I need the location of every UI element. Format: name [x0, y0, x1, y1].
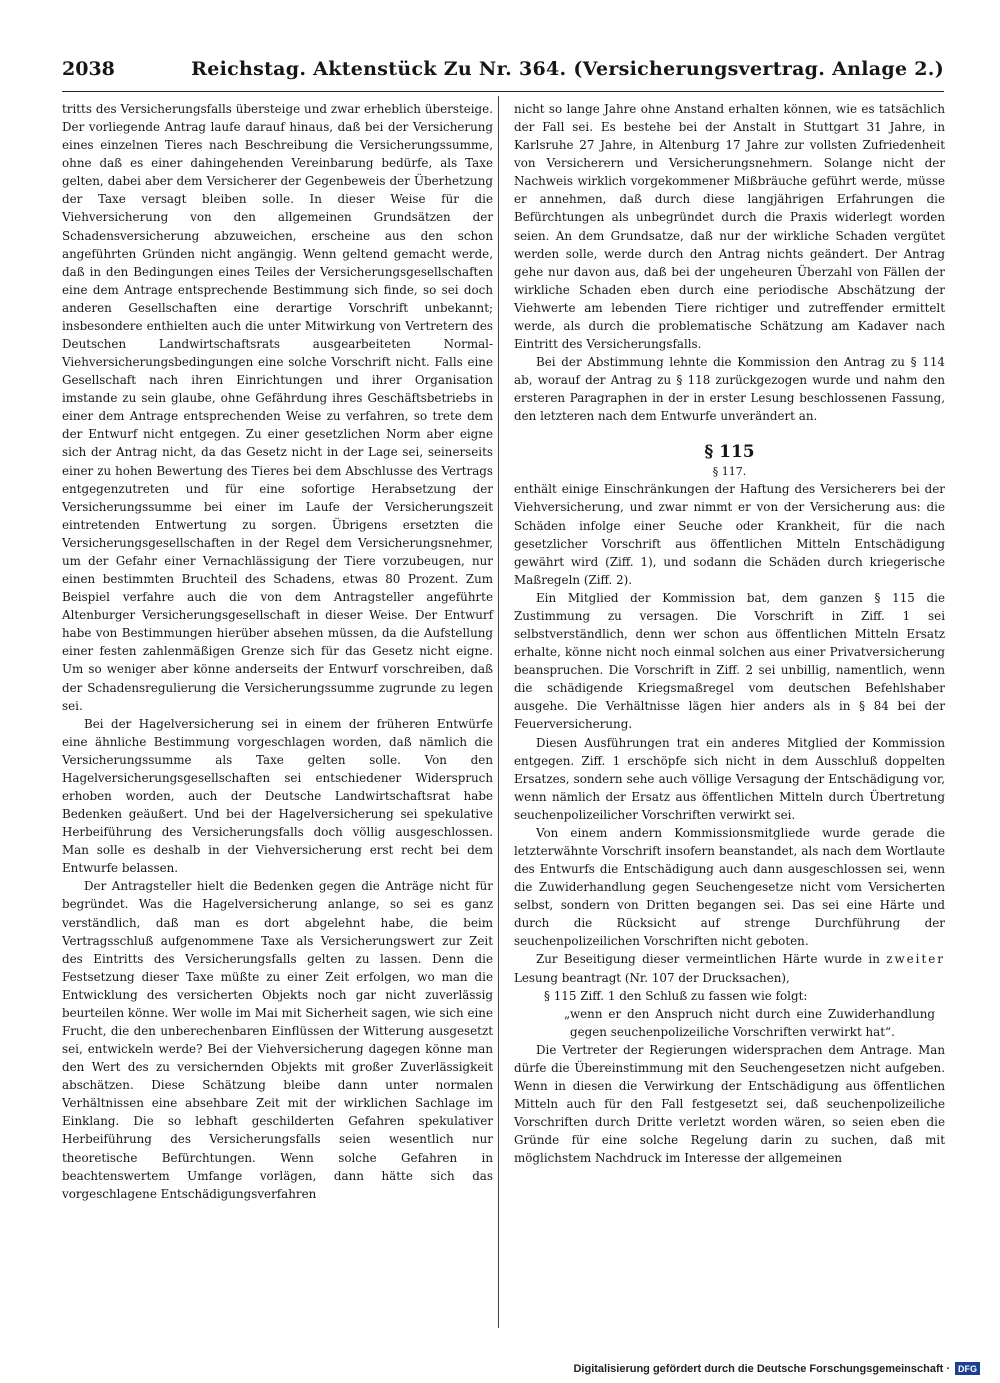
section-heading: § 115 [704, 442, 755, 463]
page-number: 2038 [62, 58, 115, 80]
left-paragraph-1: tritts des Versicherungsfalls übersteige und zwar erheblich übersteige. Der vorliegende Antrag laufe darauf hinaus, daß bei der Versicherung eines einzelnen Tieres nach Beschreibung die Versicherungssumme, ohne daß es einer dahingehenden Vereinbarung bedürfe, als Taxe gelten, dabei aber dem Versicherer der Gegenbeweis der Überhetzung der Taxe versagt bleiben solle. In dieser Weise für die Viehversicherung von den allgemeinen Grundsätzen der Schadensversicherung abzuweichen, erscheine aus den schon angeführten Gründen nicht angängig. Wenn geltend gemacht werde, daß in den Bedingungen eines Teiles der Versicherungsgesellschaften eine dem Antrage entsprechende Bestimmung sich finde, so sei doch anderen Gesellschaften eine derartige Vorschrift unbekannt; insbesondere enthielten auch die unter Mitwirkung von Vertretern des Deutschen Landwirtschaftsrats ausgearbeiteten Normal-Viehversicherungsbedingungen eine solche Vorschrift nicht. Falls eine Gesellschaft nach ihren Einrichtungen und ihrer Organisation imstande zu sein glaube, ohne Gefährdung ihres Geschäftsbetriebs in einer dem Antrage entsprechenden Weise zu verfahren, so trete dem der Entwurf nicht entgegen. Zu einer gesetzlichen Norm aber eigne sich der Antrag nicht, da das Gesetz nicht in der Lage sei, seinerseits einer zu hohen Bewertung des Tieres bei dem Abschlusse des Vertrags entgegenzutreten und für eine sofortige Herabsetzung der Versicherungssumme bei einer im Laufe der Versicherungszeit eintretenden Entwertung zu sorgen. Übrigens ersetzten die Versicherungsgesellschaften in der Regel dem Versicherungsnehmer, um der Gefahr einer Vernachlässigung der Tiere vorzubeugen, nur einen bestimmten Bruchteil des Schadens, etwas 80 Prozent. Zum Beispiel verfahre auch die von dem Antragsteller angeführte Altenburger Versicherungsgesellschaft in dieser Weise. Der Entwurf habe von Bestimmungen hierüber absehen müssen, da die Aufstellung einer festen zahlenmäßigen Grenze sich für das Gesetz nicht eigne. Um so weniger aber könne anderseits der Entwurf vorschreiben, daß der Schadensregulierung die Versicherungssumme zugrunde zu legen sei. [62, 102, 493, 713]
page-header [62, 58, 944, 88]
column-divider [498, 96, 499, 1328]
right-paragraph-1: nicht so lange Jahre ohne Anstand erhalten können, wie es tatsächlich der Fall sei. Es bestehe bei der Anstalt in Stuttgart 31 Jahre, in Karlsruhe 27 Jahre, in Altenburg 17 Jahre zur vollsten Zufriedenheit von Versicherern und Versicherungsnehmern. Solange nicht der Nachweis wirklich vorgekommener Mißbräuche geführt werde, müsse er annehmen, daß durch diese langjährigen Erfahrungen die Befürchtungen als unbegründet durch die Praxis widerlegt worden seien. An dem Grundsatze, daß nur der wirkliche Schaden vergütet werden solle, werde durch den Antrag nichts geändert. Der Antrag gehe nur davon aus, daß bei der ungeheuren Überzahl von Fällen der wirkliche Schaden eben durch eine periodische Abschätzung der Viehwerte am lebenden Tiere richtiger und zutreffender ermittelt werde, als durch die problematische Schätzung am Kadaver nach Eintritt des Versicherungsfalls. [514, 102, 945, 352]
quote-intro: § 115 Ziff. 1 den Schluß zu fassen wie folgt: [544, 988, 808, 1003]
right-paragraph-5: Diesen Ausführungen trat ein anderes Mitglied der Kommission entgegen. Ziff. 1 erschöpfe sich nicht in dem Ausschluß doppelten Ersatzes, sondern sehe auch völlige Versagung der Entschädigung vor, wenn nämlich der Ersatz aus öffentlichen Mitteln durch Übertretung seuchenpolizeilicher Vorschriften verwirkt sei. [514, 735, 945, 822]
paragraph-7-start: Zur Beseitigung dieser vermeintlichen Härte wurde in [536, 952, 887, 967]
section-subheading: § 117. [712, 465, 747, 479]
right-paragraph-3: enthält einige Einschränkungen der Haftung des Versicherers bei der Viehversicherung, und zwar nimmt er von der Versicherung aus: die Schäden infolge einer Seuche oder Krankheit, für die nach gesetzlicher Vorschrift aus öffentlichen Mitteln Entschädigung gewährt wird (Ziff. 1), und sodann die Schäden durch kriegerische Maßregeln (Ziff. 2). [514, 482, 945, 587]
spaced-emphasis: zweiter [886, 952, 945, 967]
left-column [62, 100, 493, 1203]
dfg-logo-icon: DFG [955, 1362, 980, 1375]
header-rule [62, 91, 944, 92]
quoted-provision: „wenn er den Anspruch nicht durch eine Zuwiderhandlung gegen seuchenpolizeiliche Vorschriften verwirkt hat“. [564, 1006, 935, 1039]
right-paragraph-2: Bei der Abstimmung lehnte die Kommission den Antrag zu § 114 ab, worauf der Antrag zu § 118 zurückgezogen wurde und nahm den ersteren Paragraphen in der in erster Lesung beschlossenen Fassung, den letzteren nach dem Entwurfe unverändert an. [514, 355, 945, 424]
right-paragraph-4: Ein Mitglied der Kommission bat, dem ganzen § 115 die Zustimmung zu versagen. Die Vorschrift in Ziff. 1 sei selbstverständlich, denn wer schon aus öffentlichen Mitteln Ersatz erhalte, könne nicht noch einmal solchen aus einer Privatversicherung beanspruchen. Die Vorschrift in Ziff. 2 sei unbillig, namentlich, wenn die schädigende Kriegsmaßregel vom deutschen Befehlshaber ausgehe. Die Verhältnisse lägen hier anders als in § 84 bei der Feuerversicherung. [514, 590, 945, 732]
right-paragraph-6: Von einem andern Kommissionsmitgliede wurde gerade die letzterwähnte Vorschrift insofern beanstandet, als nach dem Wortlaute des Entwurfs die Entschädigung auch dann ausgeschlossen sei, wenn die Zuwiderhandlung gegen Seuchengesetze nicht vom Versicherten selbst, sondern von Dritten begangen sei. Das sei eine Härte und durch die Rücksicht auf strenge Durchführung der seuchenpolizeilichen Vorschriften nicht geboten. [514, 825, 945, 949]
left-paragraph-2: Bei der Hagelversicherung sei in einem der früheren Entwürfe eine ähnliche Bestimmung vorgeschlagen worden, daß nämlich die Versicherungssumme als Taxe gelten solle. Von den Hagelversicherungsgesellschaften sei entschiedener Widerspruch erhoben worden, auch der Deutsche Landwirtschaftsrat habe Bedenken geäußert. Und bei der Hagelversicherung sei spekulative Herbeiführung des Versicherungsfalls doch völlig ausgeschlossen. Man solle es deshalb in der Viehversicherung erst recht bei dem Entwurfe belassen. [62, 716, 493, 876]
paragraph-7-end: Lesung beantragt (Nr. 107 der Drucksachen), [514, 970, 790, 985]
right-paragraph-7 [514, 950, 945, 986]
right-paragraph-8: Die Vertreter der Regierungen widersprachen dem Antrage. Man dürfe die Übereinstimmung mit den Seuchengesetzen nicht aufgeben. Wenn in diesen die Verwirkung der Entschädigung aus öffentlichen Mitteln auch für den Fall festgesetzt sei, daß seuchenpolizeiliche Vorschriften durch Dritte verletzt worden wären, so seien eben die Gründe für eine solche Regelung darin zu suchen, daß mit möglichstem Nachdruck im Interesse der allgemeinen [514, 1042, 945, 1166]
footer-credit-text: Digitalisierung gefördert durch die Deutsche Forschungsgemeinschaft · [573, 1362, 950, 1375]
left-paragraph-3: Der Antragsteller hielt die Bedenken gegen die Anträge nicht für begründet. Was die Hagelversicherung anlange, so sei es ganz verständlich, daß man es dort abgelehnt habe, die beim Vertragsschluß aufgenommene Taxe als Versicherungswert zur Zeit des Eintritts des Versicherungsfalls gelten zu lassen. Denn die Festsetzung dieser Taxe müßte zu einer Zeit erfolgen, wo man die Entwicklung des versicherten Objekts noch gar nicht zuverlässig beurteilen könne. Wer wolle im Mai mit Sicherheit sagen, wie sich eine Frucht, die den unberechenbaren Einflüssen der Witterung ausgesetzt sei, entwickeln werde? Bei der Viehversicherung dagegen könne man den Wert des zu versichernden Objekts mit großer Zuverlässigkeit abschätzen. Diese Schätzung bleibe dann unter normalen Verhältnissen eine absehbare Zeit mit der wirklichen Sachlage im Einklang. Die so lebhaft geschilderten Gefahren spekulativer Herbeiführung des Versicherungsfalls seien wesentlich nur theoretische Befürchtungen. Wenn solche Gefahren in beachtenswertem Umfange vorlägen, dann hätte sich das vorgeschlagene Entschädigungsverfahren [62, 879, 493, 1201]
running-head: Reichstag. Aktenstück Zu Nr. 364. (Versicherungsvertrag. Anlage 2.) [191, 58, 944, 80]
right-column [514, 100, 945, 1167]
footer-credit [573, 1362, 980, 1375]
